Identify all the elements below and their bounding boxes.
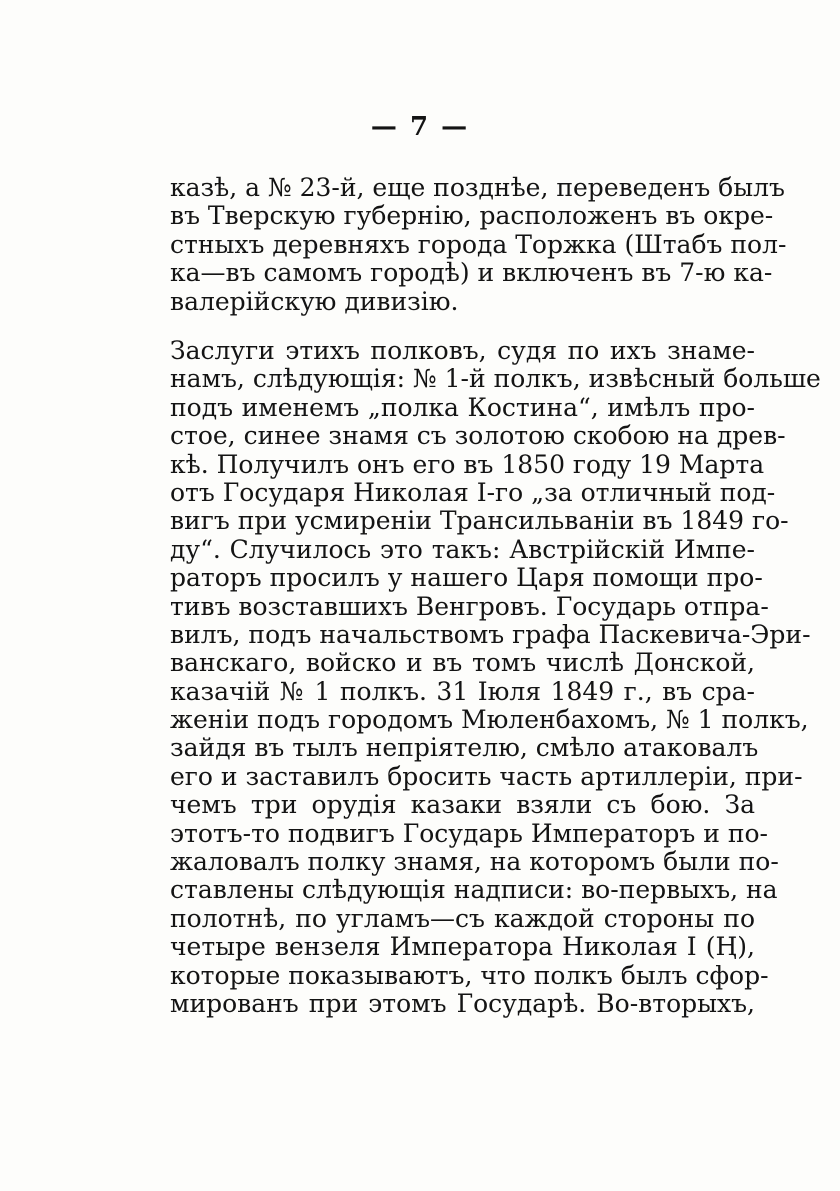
text-line: Заслуги этихъ полковъ, судя по ихъ знаме- — [170, 336, 755, 365]
text-line: мированъ при этомъ Государѣ. Во-вторыхъ, — [170, 988, 755, 1018]
text-line: ванскаго, войско и въ томъ числѣ Донской, — [170, 648, 755, 678]
paragraph-2 — [170, 336, 821, 1018]
text-line: казѣ, а № 23-й, еще позднѣе, переведенъ былъ — [170, 173, 785, 202]
text-line: чемъ три орудія казаки взяли съ бою. За — [170, 790, 755, 820]
text-line: которые показываютъ, что полкъ былъ сфор- — [170, 960, 769, 990]
text-line: этотъ-то подвигъ Государь Императоръ и по- — [170, 818, 768, 848]
text-line: ставлены слѣдующія надписи: во-первыхъ, на — [170, 875, 778, 905]
text-line: раторъ просилъ у нашего Царя помощи про- — [170, 563, 763, 593]
text-line: валерійскую дивизію. — [170, 286, 459, 316]
paragraph-1 — [170, 173, 787, 316]
text-line: вилъ, подъ начальствомъ графа Паскевича-Эри- — [170, 619, 811, 649]
text-line: полотнѣ, по угламъ—съ каждой стороны по — [170, 903, 755, 933]
text-line: ка—въ самомъ городѣ) и включенъ въ 7-ю ка- — [170, 258, 773, 288]
text-line: тивъ возставшихъ Венгровъ. Государь отпра- — [170, 591, 769, 621]
text-line: четыре вензеля Императора Николая І (Ң), — [170, 932, 755, 962]
text-line: ду“. Случилось это такъ: Австрійскій Импе- — [170, 534, 755, 564]
text-line: казачій № 1 полкъ. 31 Іюля 1849 г., въ сра- — [170, 676, 755, 706]
text-line: отъ Государя Николая І-го „за отличный под- — [170, 477, 776, 507]
text-line: въ Тверскую губернію, расположенъ въ окре- — [170, 201, 774, 231]
text-line: стое, синее знамя съ золотою скобою на древ- — [170, 421, 786, 451]
text-line: женіи подъ городомъ Мюленбахомъ, № 1 полкъ, — [170, 705, 809, 735]
text-line: вигъ при усмиреніи Трансильваніи въ 1849 го- — [170, 506, 789, 536]
text-line: стныхъ деревняхъ города Торжка (Штабъ пол- — [170, 229, 787, 259]
text-line: его и заставилъ бросить часть артиллеріи, при- — [170, 761, 803, 791]
text-line: жаловалъ полку знамя, на которомъ были по- — [170, 847, 779, 877]
text-line: зайдя въ тылъ непріятелю, смѣло атаковалъ — [170, 733, 759, 763]
text-line: подъ именемъ „полка Костина“, имѣлъ про- — [170, 392, 755, 422]
text-line: намъ, слѣдующія: № 1-й полкъ, извѣсный больше — [170, 364, 821, 394]
text-line: кѣ. Получилъ онъ его въ 1850 году 19 Марта — [170, 449, 765, 479]
page-number: — 7 — — [370, 112, 470, 142]
